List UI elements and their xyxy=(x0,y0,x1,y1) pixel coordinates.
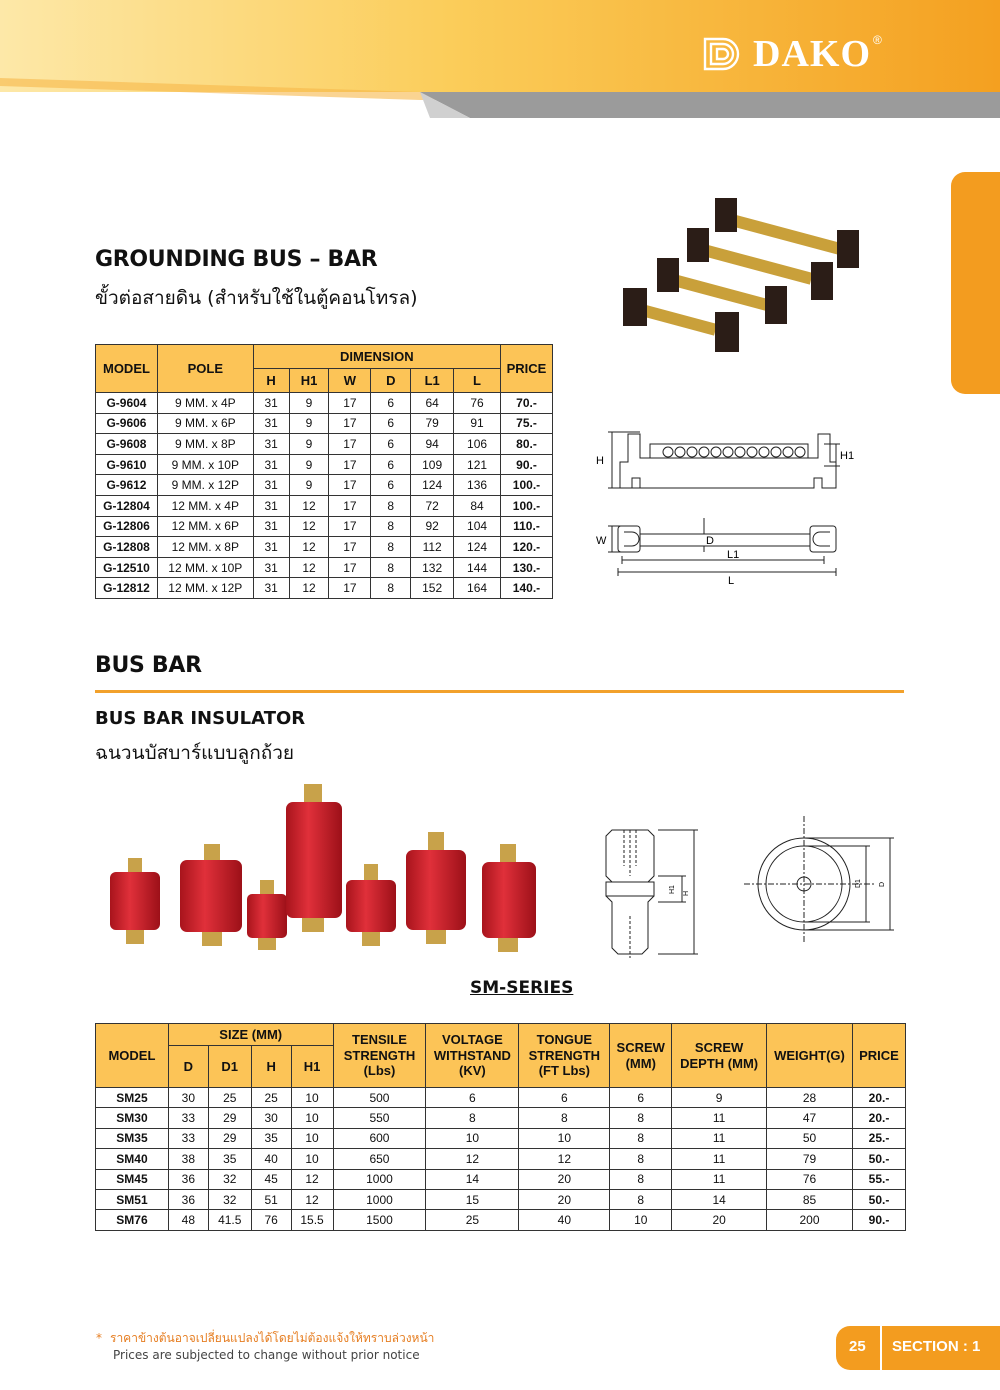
table-cell: 31 xyxy=(253,434,289,455)
table-cell: 94 xyxy=(411,434,454,455)
dim-label-l: L xyxy=(728,575,735,586)
table-cell: 500 xyxy=(333,1088,426,1108)
table-cell: 20 xyxy=(519,1189,610,1209)
table-cell: 9 MM. x 12P xyxy=(157,475,253,496)
busbar-title: BUS BAR xyxy=(95,653,202,678)
table-cell: 31 xyxy=(253,557,289,578)
table-cell: 6 xyxy=(371,434,411,455)
table-cell: 50 xyxy=(767,1128,853,1148)
table-cell: 31 xyxy=(253,454,289,475)
table-cell: 10 xyxy=(610,1210,672,1230)
table-cell: 12 MM. x 10P xyxy=(157,557,253,578)
tensile-line-3: (Lbs) xyxy=(363,1063,396,1079)
dim-label-l1: L1 xyxy=(727,549,740,561)
table-cell: 9 xyxy=(289,475,329,496)
table-cell: 80.- xyxy=(500,434,552,455)
col-h: H xyxy=(253,369,289,393)
brand-registered-mark: ® xyxy=(873,33,882,47)
grounding-subtitle: ขั้วต่อสายดิน (สำหรับใช้ในตู้คอนโทรล) xyxy=(95,287,418,309)
table-cell: 47 xyxy=(767,1108,853,1128)
table-cell: 8 xyxy=(610,1108,672,1128)
table-row xyxy=(96,1210,906,1230)
table-cell: 124 xyxy=(454,537,501,558)
table-row xyxy=(96,1088,906,1108)
logo-mark-icon xyxy=(703,37,747,71)
table-cell: 17 xyxy=(329,578,371,599)
side-tab xyxy=(951,172,1000,394)
table-cell: 12 MM. x 4P xyxy=(157,495,253,516)
table-cell: 76 xyxy=(767,1169,853,1189)
table-cell: 8 xyxy=(371,537,411,558)
col-screw-depth xyxy=(672,1024,767,1088)
table-cell: 6 xyxy=(371,393,411,414)
table-cell: 32 xyxy=(208,1169,251,1189)
table-cell: 10 xyxy=(291,1128,333,1148)
table-cell: 40 xyxy=(251,1149,291,1169)
col-l1: L1 xyxy=(411,369,454,393)
table-cell: 12 xyxy=(426,1149,519,1169)
table-cell: 9 MM. x 4P xyxy=(157,393,253,414)
insulator-item xyxy=(346,864,396,946)
table-cell: 12 MM. x 8P xyxy=(157,537,253,558)
table-cell: 51 xyxy=(251,1189,291,1209)
table-cell: 31 xyxy=(253,537,289,558)
table-row xyxy=(96,413,553,434)
voltage-line-1: VOLTAGE xyxy=(441,1032,503,1048)
col-w: W xyxy=(329,369,371,393)
table-cell: 76 xyxy=(251,1210,291,1230)
table-cell: 85 xyxy=(767,1189,853,1209)
table-cell: 17 xyxy=(329,434,371,455)
table-cell: 8 xyxy=(371,557,411,578)
insulator-item xyxy=(406,832,466,944)
table-cell: 79 xyxy=(767,1149,853,1169)
table-cell: 50.- xyxy=(852,1189,905,1209)
depth-line-2: DEPTH (MM) xyxy=(680,1055,759,1071)
table-cell: 33 xyxy=(168,1128,208,1148)
table-cell: 90.- xyxy=(852,1210,905,1230)
table-cell: 36 xyxy=(168,1169,208,1189)
table-cell: 100.- xyxy=(500,475,552,496)
table-cell: 12 MM. x 12P xyxy=(157,578,253,599)
table-cell: 25 xyxy=(426,1210,519,1230)
table-cell: 20 xyxy=(672,1210,767,1230)
voltage-line-3: (KV) xyxy=(459,1063,486,1079)
col-d: D xyxy=(371,369,411,393)
table-cell: 120.- xyxy=(500,537,552,558)
screw-line-1: SCREW xyxy=(616,1039,665,1055)
table-cell: 9 MM. x 8P xyxy=(157,434,253,455)
table-cell: 10 xyxy=(291,1108,333,1128)
page-separator xyxy=(880,1326,882,1370)
insulator-item xyxy=(482,844,536,952)
table-cell: 144 xyxy=(454,557,501,578)
table-cell: 8 xyxy=(610,1169,672,1189)
table-cell: 11 xyxy=(672,1169,767,1189)
table-cell: G-9608 xyxy=(96,434,158,455)
table-cell: 11 xyxy=(672,1149,767,1169)
table-cell: 31 xyxy=(253,516,289,537)
table-cell: 79 xyxy=(411,413,454,434)
table-cell: SM25 xyxy=(96,1088,169,1108)
insulator-item xyxy=(180,844,242,946)
disclaimer-thai: ราคาข้างต้นอาจเปลี่ยนแปลงได้โดยไม่ต้องแจ้งให้ทราบล่วงหน้า xyxy=(110,1331,435,1345)
insulator-label-h1: H1 xyxy=(669,885,676,894)
section-divider xyxy=(95,690,904,693)
price-disclaimer xyxy=(96,1330,434,1364)
table-cell: 35 xyxy=(251,1128,291,1148)
tongue-line-3: (FT Lbs) xyxy=(538,1063,590,1079)
table-cell: 9 xyxy=(289,434,329,455)
table-cell: 64 xyxy=(411,393,454,414)
table-cell: 91 xyxy=(454,413,501,434)
col-size-d: D xyxy=(168,1046,208,1088)
table-cell: 31 xyxy=(253,475,289,496)
table-cell: 132 xyxy=(411,557,454,578)
table-cell: 72 xyxy=(411,495,454,516)
col-model: MODEL xyxy=(96,345,158,393)
table-cell: 10 xyxy=(291,1149,333,1169)
table-cell: 100.- xyxy=(500,495,552,516)
table-cell: 14 xyxy=(672,1189,767,1209)
table-cell: 90.- xyxy=(500,454,552,475)
screw-line-2: (MM) xyxy=(625,1055,656,1071)
table-cell: 130.- xyxy=(500,557,552,578)
table-cell: 17 xyxy=(329,537,371,558)
grounding-busbar-photo xyxy=(605,190,935,370)
table-cell: 17 xyxy=(329,516,371,537)
voltage-line-2: WITHSTAND xyxy=(433,1047,511,1063)
table-cell: 31 xyxy=(253,578,289,599)
table-cell: 17 xyxy=(329,413,371,434)
depth-line-1: SCREW xyxy=(694,1039,744,1055)
table-row xyxy=(96,1108,906,1128)
col-price: PRICE xyxy=(852,1024,905,1088)
table-cell: 20.- xyxy=(852,1088,905,1108)
insulator-item xyxy=(247,880,287,950)
col-price: PRICE xyxy=(500,345,552,393)
insulator-item xyxy=(110,858,160,944)
table-row xyxy=(96,1189,906,1209)
grounding-dimension-diagram xyxy=(592,422,860,586)
table-row xyxy=(96,393,553,414)
table-cell: 12 xyxy=(289,495,329,516)
tongue-line-2: STRENGTH xyxy=(528,1047,601,1063)
table-cell: 600 xyxy=(333,1128,426,1148)
table-cell: 104 xyxy=(454,516,501,537)
table-cell: 17 xyxy=(329,495,371,516)
col-dimension: DIMENSION xyxy=(253,345,500,369)
table-cell: SM30 xyxy=(96,1108,169,1128)
table-row xyxy=(96,1149,906,1169)
table-cell: 38 xyxy=(168,1149,208,1169)
table-cell: 45 xyxy=(251,1169,291,1189)
table-cell: 11 xyxy=(672,1128,767,1148)
brand-name: DAKO xyxy=(753,33,871,75)
table-cell: 33 xyxy=(168,1108,208,1128)
col-tensile xyxy=(333,1024,426,1088)
insulator-top-diagram xyxy=(744,814,904,946)
table-cell: 9 xyxy=(289,413,329,434)
table-cell: G-9606 xyxy=(96,413,158,434)
insulator-subtitle: ฉนวนบัสบาร์แบบลูกถ้วย xyxy=(95,742,294,764)
table-cell: SM76 xyxy=(96,1210,169,1230)
tensile-line-1: TENSILE xyxy=(352,1032,407,1048)
table-cell: 17 xyxy=(329,393,371,414)
disclaimer-star: * xyxy=(96,1331,102,1345)
table-cell: SM35 xyxy=(96,1128,169,1148)
table-row xyxy=(96,1128,906,1148)
table-row xyxy=(96,1169,906,1189)
disclaimer-english: Prices are subjected to change without prior notice xyxy=(113,1348,420,1362)
table-cell: 12 MM. x 6P xyxy=(157,516,253,537)
tensile-line-2: STRENGTH xyxy=(343,1047,416,1063)
insulator-title: BUS BAR INSULATOR xyxy=(95,708,306,729)
table-cell: 20 xyxy=(519,1169,610,1189)
table-cell: 28 xyxy=(767,1088,853,1108)
table-cell: 12 xyxy=(289,578,329,599)
table-cell: 32 xyxy=(208,1189,251,1209)
table-cell: 41.5 xyxy=(208,1210,251,1230)
table-cell: 109 xyxy=(411,454,454,475)
table-cell: 9 xyxy=(289,393,329,414)
col-l: L xyxy=(454,369,501,393)
table-cell: 1000 xyxy=(333,1189,426,1209)
table-cell: 152 xyxy=(411,578,454,599)
table-cell: 48 xyxy=(168,1210,208,1230)
table-cell: SM45 xyxy=(96,1169,169,1189)
table-cell: 8 xyxy=(610,1189,672,1209)
table-cell: 106 xyxy=(454,434,501,455)
table-cell: 8 xyxy=(610,1149,672,1169)
table-cell: 30 xyxy=(168,1088,208,1108)
table-cell: 8 xyxy=(426,1108,519,1128)
table-cell: 55.- xyxy=(852,1169,905,1189)
table-cell: 40 xyxy=(519,1210,610,1230)
screw-holes xyxy=(663,447,805,457)
table-cell: 25 xyxy=(251,1088,291,1108)
insulator-label-h: H xyxy=(683,890,690,896)
table-cell: G-12510 xyxy=(96,557,158,578)
table-cell: 75.- xyxy=(500,413,552,434)
table-cell: 11 xyxy=(672,1108,767,1128)
table-cell: 25 xyxy=(208,1088,251,1108)
table-cell: 10 xyxy=(426,1128,519,1148)
col-screw xyxy=(610,1024,672,1088)
table-cell: 17 xyxy=(329,475,371,496)
insulators-photo xyxy=(100,780,562,958)
table-cell: 84 xyxy=(454,495,501,516)
insulator-label-d: D xyxy=(879,881,886,887)
table-cell: 6 xyxy=(426,1088,519,1108)
table-cell: 9 MM. x 6P xyxy=(157,413,253,434)
table-cell: 35 xyxy=(208,1149,251,1169)
table-cell: 6 xyxy=(371,454,411,475)
grounding-table xyxy=(95,344,553,599)
table-cell: 15 xyxy=(426,1189,519,1209)
table-cell: G-12812 xyxy=(96,578,158,599)
table-cell: G-12804 xyxy=(96,495,158,516)
table-cell: 110.- xyxy=(500,516,552,537)
insulator-side-diagram xyxy=(594,826,714,964)
table-cell: 50.- xyxy=(852,1149,905,1169)
table-cell: G-9604 xyxy=(96,393,158,414)
table-cell: 29 xyxy=(208,1108,251,1128)
table-cell: 8 xyxy=(519,1108,610,1128)
table-cell: SM40 xyxy=(96,1149,169,1169)
table-cell: 8 xyxy=(610,1128,672,1148)
table-cell: 12 xyxy=(291,1169,333,1189)
dim-label-d: D xyxy=(706,535,714,547)
table-cell: 17 xyxy=(329,557,371,578)
sm-series-table xyxy=(95,1023,906,1231)
table-cell: 1000 xyxy=(333,1169,426,1189)
table-row xyxy=(96,495,553,516)
tongue-line-1: TONGUE xyxy=(536,1032,593,1048)
table-cell: 20.- xyxy=(852,1108,905,1128)
table-cell: 8 xyxy=(371,578,411,599)
table-cell: 70.- xyxy=(500,393,552,414)
col-voltage xyxy=(426,1024,519,1088)
table-cell: 6 xyxy=(610,1088,672,1108)
table-row xyxy=(96,537,553,558)
table-cell: 12 xyxy=(289,516,329,537)
table-cell: 30 xyxy=(251,1108,291,1128)
table-row xyxy=(96,516,553,537)
grounding-title: GROUNDING BUS – BAR xyxy=(95,247,378,272)
table-cell: 12 xyxy=(519,1149,610,1169)
insulator-label-d1: D1 xyxy=(855,879,862,888)
table-cell: 112 xyxy=(411,537,454,558)
brand-logo xyxy=(703,34,882,74)
col-size-h1: H1 xyxy=(291,1046,333,1088)
table-cell: 31 xyxy=(253,495,289,516)
table-cell: 31 xyxy=(253,393,289,414)
col-model: MODEL xyxy=(96,1024,169,1088)
table-cell: 76 xyxy=(454,393,501,414)
col-size-h: H xyxy=(251,1046,291,1088)
dim-label-w: W xyxy=(596,535,607,547)
series-label: SM-SERIES xyxy=(470,978,574,998)
col-h1: H1 xyxy=(289,369,329,393)
table-cell: 14 xyxy=(426,1169,519,1189)
table-cell: 29 xyxy=(208,1128,251,1148)
table-cell: 121 xyxy=(454,454,501,475)
dim-label-h1: H1 xyxy=(840,450,855,462)
dim-label-h: H xyxy=(596,455,604,467)
col-size-d1: D1 xyxy=(208,1046,251,1088)
table-cell: 6 xyxy=(371,475,411,496)
table-cell: 17 xyxy=(329,454,371,475)
col-size: SIZE (MM) xyxy=(168,1024,333,1046)
table-cell: 10 xyxy=(519,1128,610,1148)
table-cell: 1500 xyxy=(333,1210,426,1230)
table-cell: G-9610 xyxy=(96,454,158,475)
table-cell: 25.- xyxy=(852,1128,905,1148)
table-cell: SM51 xyxy=(96,1189,169,1209)
col-tongue xyxy=(519,1024,610,1088)
table-cell: 140.- xyxy=(500,578,552,599)
table-cell: 15.5 xyxy=(291,1210,333,1230)
table-cell: 164 xyxy=(454,578,501,599)
table-cell: 9 xyxy=(672,1088,767,1108)
table-cell: 8 xyxy=(371,516,411,537)
table-cell: 9 MM. x 10P xyxy=(157,454,253,475)
table-cell: 650 xyxy=(333,1149,426,1169)
table-cell: 10 xyxy=(291,1088,333,1108)
table-row xyxy=(96,557,553,578)
table-cell: G-12806 xyxy=(96,516,158,537)
table-cell: 8 xyxy=(371,495,411,516)
table-cell: 12 xyxy=(289,537,329,558)
table-row xyxy=(96,475,553,496)
table-cell: 136 xyxy=(454,475,501,496)
insulator-item xyxy=(286,784,342,932)
table-cell: 6 xyxy=(371,413,411,434)
page-number: 25 xyxy=(849,1338,866,1355)
table-cell: 200 xyxy=(767,1210,853,1230)
col-weight: WEIGHT(G) xyxy=(767,1024,853,1088)
table-cell: 92 xyxy=(411,516,454,537)
table-cell: 31 xyxy=(253,413,289,434)
table-cell: 12 xyxy=(291,1189,333,1209)
table-cell: 9 xyxy=(289,454,329,475)
table-row xyxy=(96,578,553,599)
table-cell: 6 xyxy=(519,1088,610,1108)
table-cell: 550 xyxy=(333,1108,426,1128)
table-cell: G-9612 xyxy=(96,475,158,496)
table-row xyxy=(96,434,553,455)
table-cell: 124 xyxy=(411,475,454,496)
col-pole: POLE xyxy=(157,345,253,393)
table-row xyxy=(96,454,553,475)
table-cell: G-12808 xyxy=(96,537,158,558)
table-cell: 12 xyxy=(289,557,329,578)
table-cell: 36 xyxy=(168,1189,208,1209)
section-label: SECTION : 1 xyxy=(892,1338,981,1355)
